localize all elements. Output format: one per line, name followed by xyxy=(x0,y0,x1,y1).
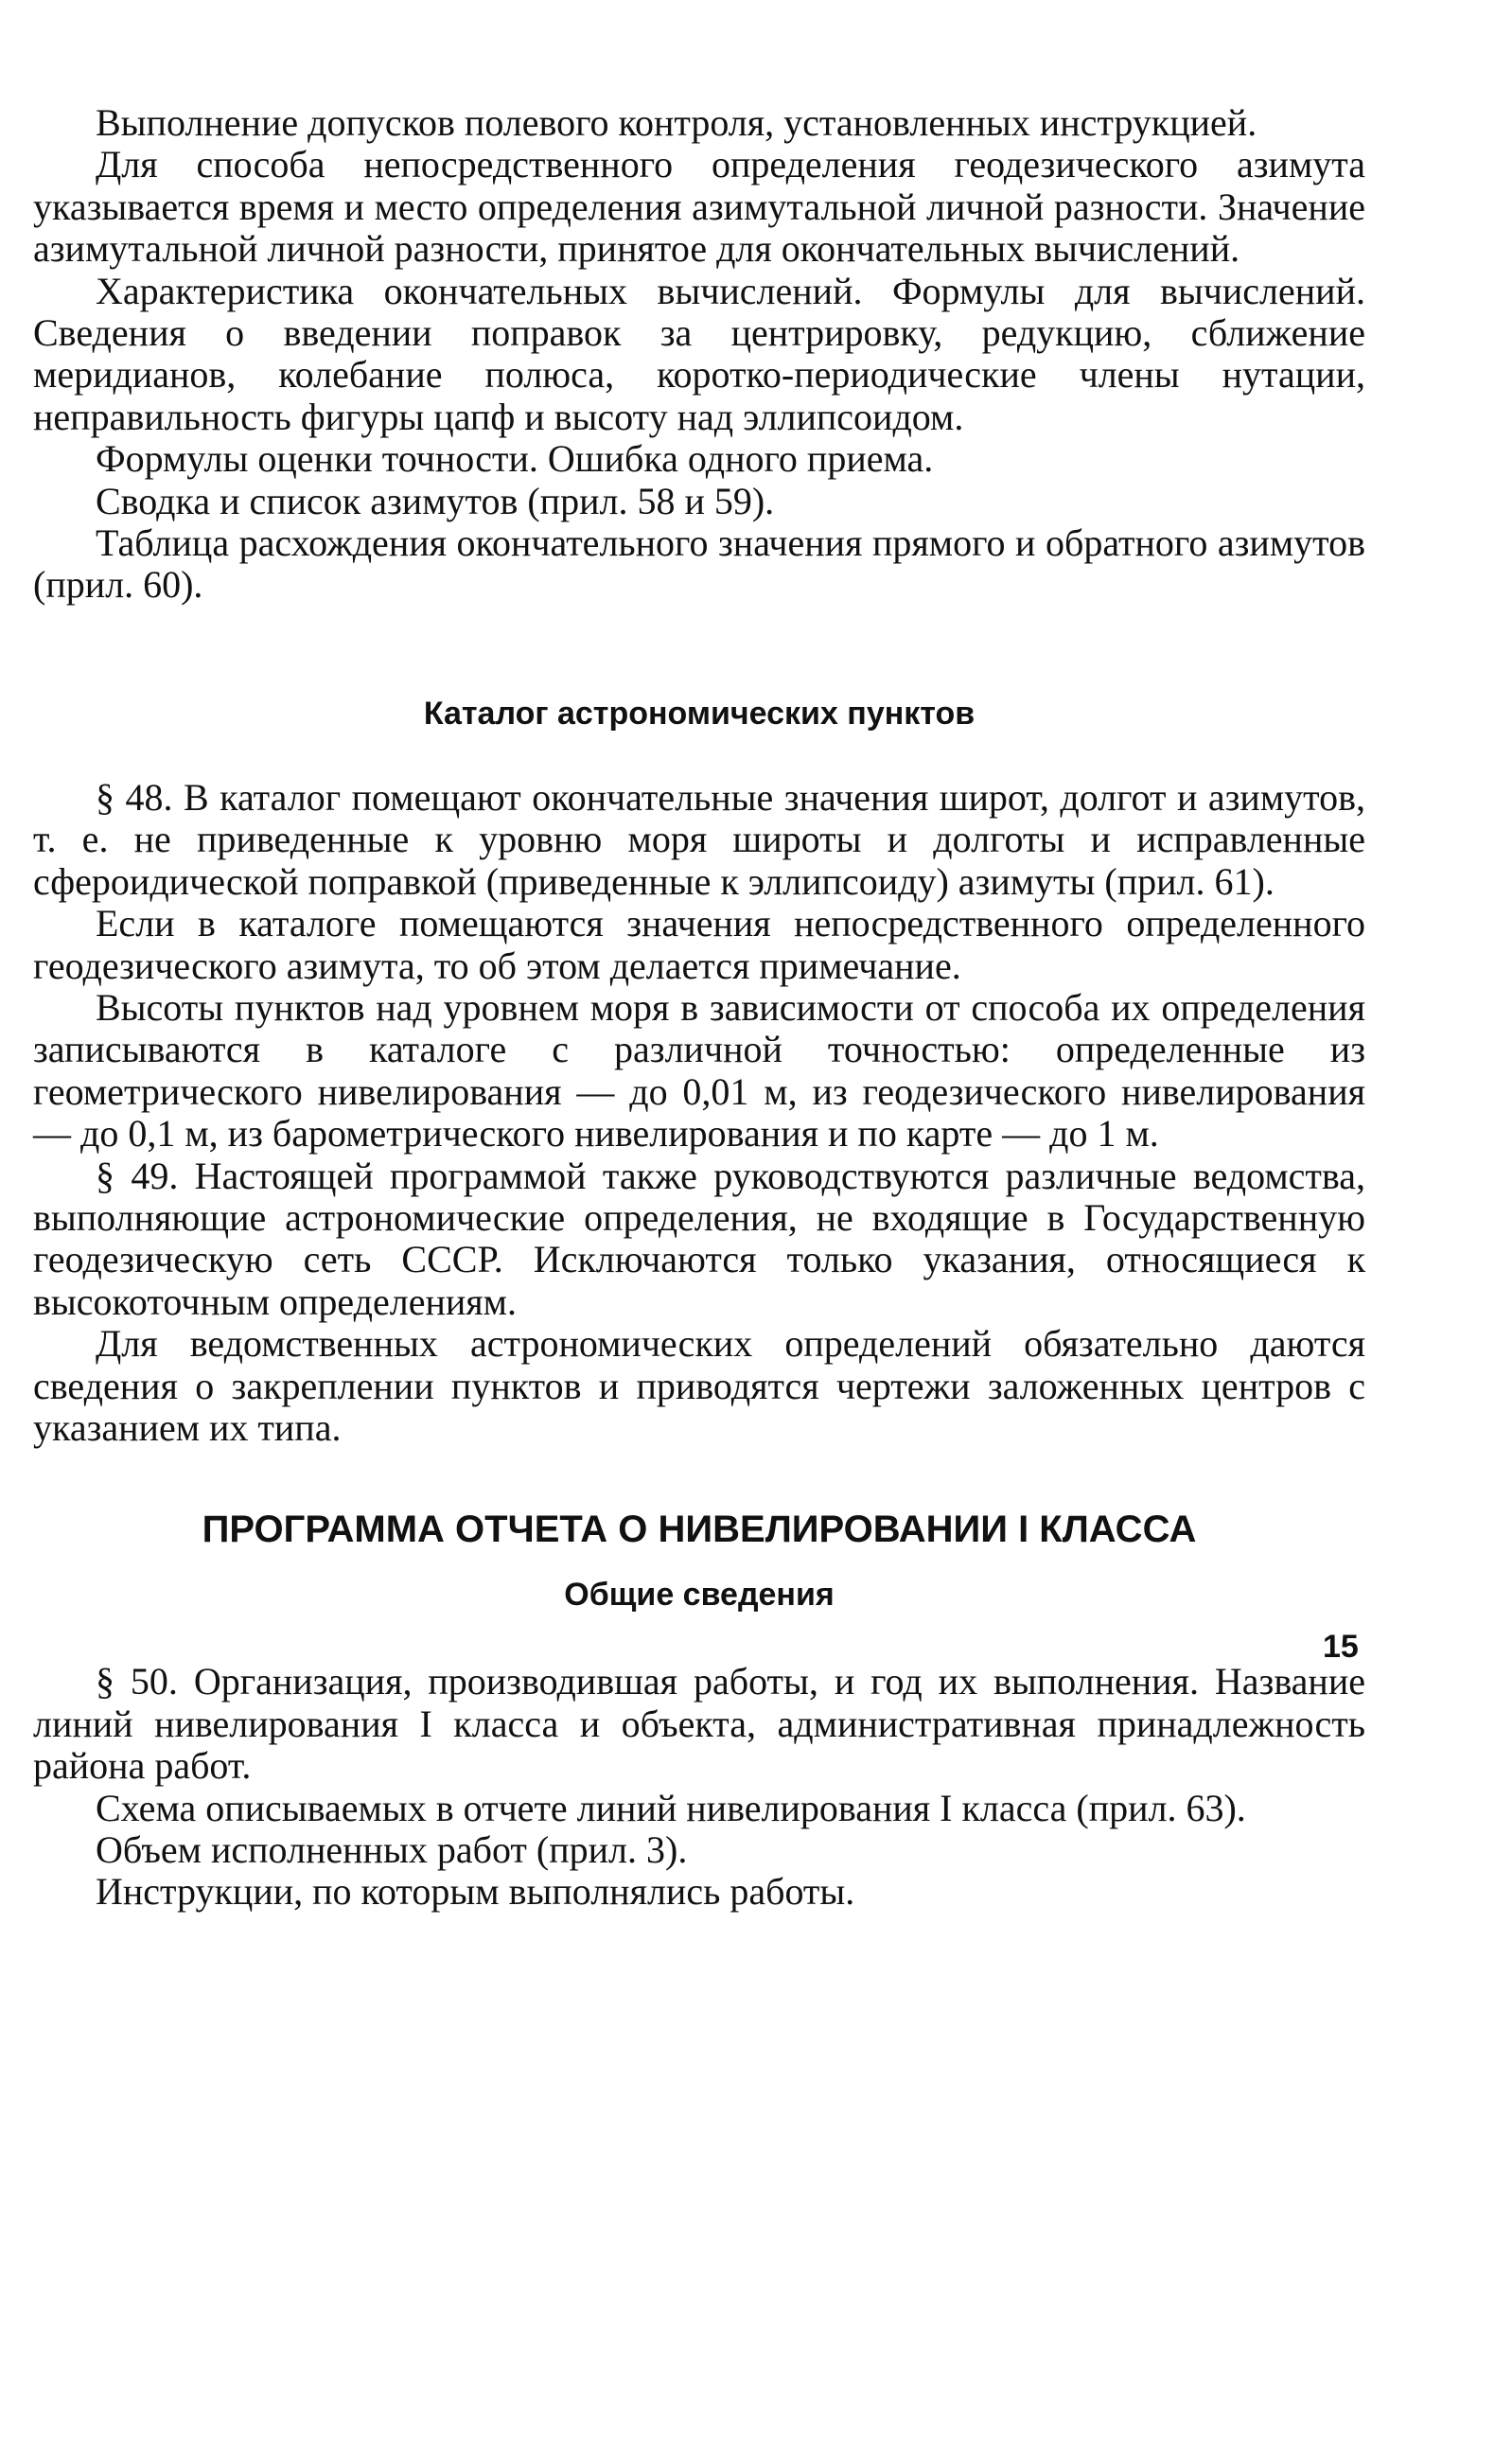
paragraph-heights-precision: Высоты пунктов над уровнем моря в зависимости от способа их определения записываются в каталоге с различной точностью: определенные из геометрического нивелирования — до 0,01 м, из геодезического нивелирования — до 0,1 м, из барометрического нивелирования и по карте — до 1 м. xyxy=(33,985,1365,1156)
paragraph-accuracy-formulas: Формулы оценки точности. Ошибка одного приема. xyxy=(96,437,934,481)
paragraph-work-volume: Объем исполненных работ (прил. 3). xyxy=(96,1828,688,1871)
paragraph-azimuth-summary: Сводка и список азимутов (прил. 58 и 59). xyxy=(96,479,775,522)
paragraph-azimuth-personal-difference: Для способа непосредственного определения геодезического азимута указывается время и место определения азимутальной личной разности. Значение азимутальной личной разности, принятое для окончательных вычислений. xyxy=(33,143,1365,271)
paragraph-departmental: Для ведомственных астрономических определений обязательно даются сведения о закреплении пунктов и приводятся чертежи заложенных центров с указанием их типа. xyxy=(33,1322,1365,1449)
chapter-heading-leveling-program: ПРОГРАММА ОТЧЕТА О НИВЕЛИРОВАНИИ I КЛАССА xyxy=(202,1509,1197,1551)
paragraph-section-48: § 48. В каталог помещают окончательные значения широт, долгот и азимутов, т. е. не приведенные к уровню моря широты и долготы и исправленные сфероидической поправкой (приведенные к эллипсоиду) азимуты (прил. 61). xyxy=(33,775,1365,903)
paragraph-tolerances: Выполнение допусков полевого контроля, установленных инструкцией. xyxy=(96,101,1257,144)
paragraph-azimuth-discrepancy: Таблица расхождения окончательного значения прямого и обратного азимутов (прил. 60). xyxy=(33,521,1365,607)
paragraph-section-50: § 50. Организация, производившая работы, и год их выполнения. Название линий нивелирования I класса и объекта, административная принадлежность района работ. xyxy=(33,1660,1365,1788)
paragraph-catalog-note: Если в каталоге помещаются значения непосредственного определенного геодезического азимута, то об этом делается примечание. xyxy=(33,902,1365,987)
paragraph-final-computations: Характеристика окончательных вычислений. Формулы для вычислений. Сведения о введении поправок за центрировку, редукцию, сближение меридианов, колебание полюса, коротко-периодические члены нутации, неправильность фигуры цапф и высоту над эллипсоидом. xyxy=(33,269,1365,438)
paragraph-section-49: § 49. Настоящей программой также руководствуются различные ведомства, выполняющие астрономические определения, не входящие в Государственную геодезическую сеть СССР. Исключаются только указания, относящиеся к высокоточным определениям. xyxy=(33,1154,1365,1323)
section-heading-catalog: Каталог астрономических пунктов xyxy=(423,695,976,732)
page-number: 15 xyxy=(1323,1629,1359,1665)
paragraph-instructions: Инструкции, по которым выполнялись работы. xyxy=(96,1870,855,1914)
document-page xyxy=(33,102,1365,1914)
paragraph-leveling-scheme: Схема описываемых в отчете линий нивелирования I класса (прил. 63). xyxy=(96,1786,1246,1829)
section-heading-general: Общие сведения xyxy=(564,1577,835,1614)
